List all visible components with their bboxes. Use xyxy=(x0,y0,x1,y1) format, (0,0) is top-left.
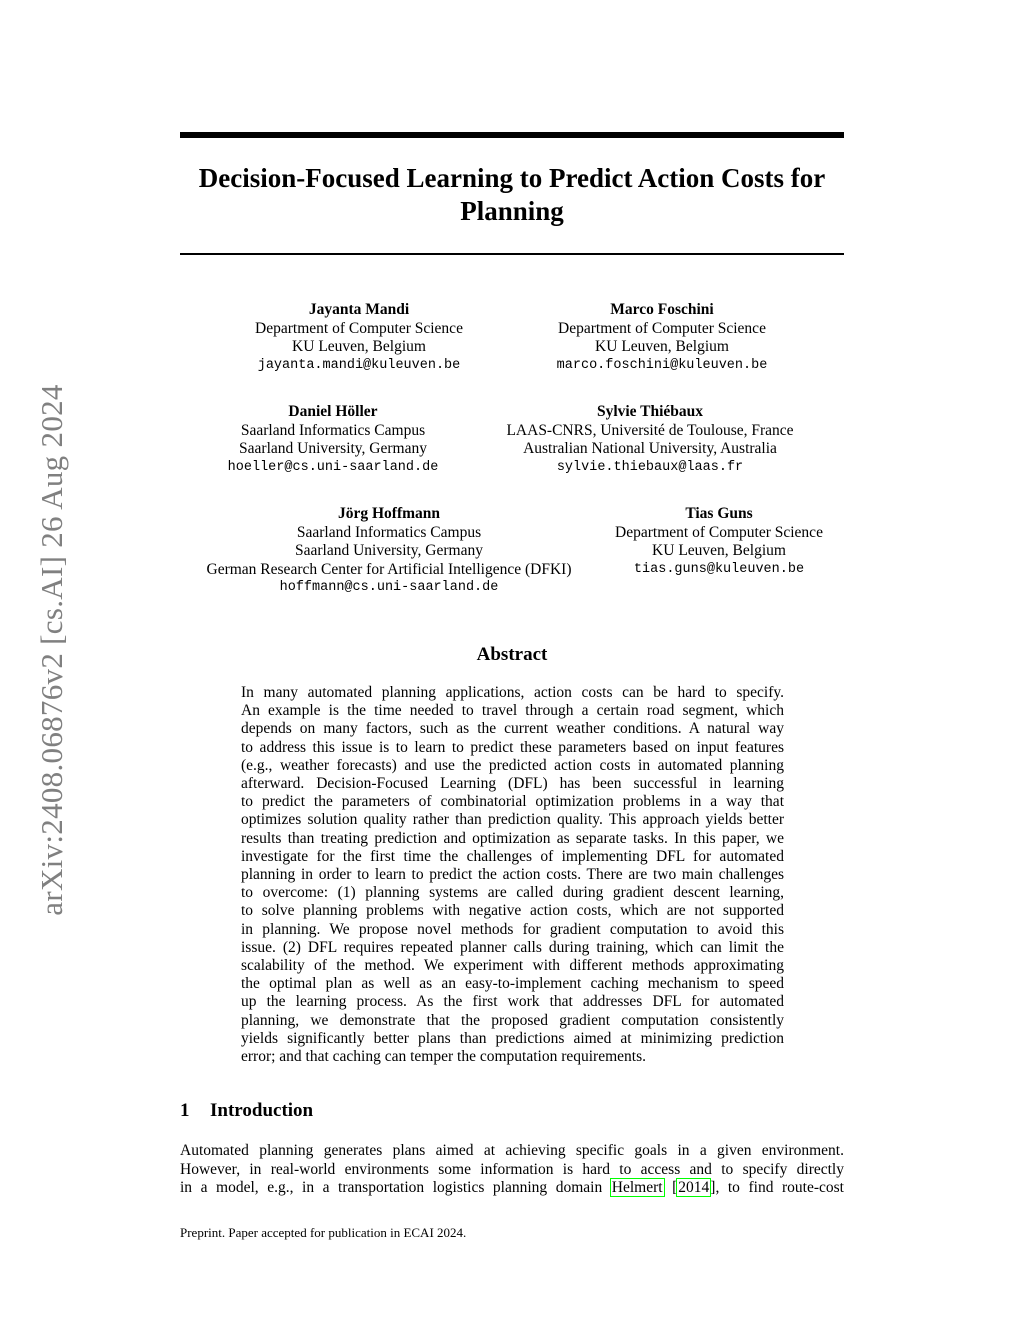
abstract-line: in planning. We propose novel methods for gradient computation to avoid this xyxy=(241,920,784,938)
arxiv-identifier-stamp: arXiv:2408.06876v2 [cs.AI] 26 Aug 2024 xyxy=(34,384,69,916)
author-affiliation: KU Leuven, Belgium xyxy=(595,338,729,355)
author-affiliation: Saarland Informatics Campus xyxy=(240,421,426,439)
author-block-foschini xyxy=(557,301,768,375)
author-affiliation: Department of Computer Science xyxy=(255,319,463,337)
abstract-line: yields significantly better plans than predictions aimed at minimizing prediction xyxy=(241,1029,784,1047)
abstract-line: error; and that caching can temper the computation requirements. xyxy=(241,1048,646,1066)
abstract-line: scalability of the method. We experiment with different methods approximating xyxy=(241,957,784,975)
abstract-line: the optimal plan as well as an easy-to-implement caching mechanism to speed xyxy=(241,975,784,993)
author-block-thiebaux xyxy=(506,403,793,477)
title-bottom-rule xyxy=(180,253,844,255)
intro-line: However, in real-world environments some information is hard to access and to specify directly xyxy=(180,1160,844,1178)
abstract-line: investigate for the first time the challenges of implementing DFL for automated xyxy=(241,847,784,865)
author-affiliation: German Research Center for Artificial Intelligence (DFKI) xyxy=(206,560,572,578)
author-affiliation: KU Leuven, Belgium xyxy=(292,338,426,355)
abstract-line: results than treating prediction and optimization as separate tasks. In this paper, we xyxy=(241,829,784,847)
abstract-line: An example is the time needed to travel through a certain road segment, which xyxy=(241,702,784,720)
abstract-line: depends on many factors, such as the current weather conditions. A natural way xyxy=(241,720,784,738)
author-affiliation: Saarland University, Germany xyxy=(239,440,427,457)
intro-text: in a model, e.g., in a transportation logistics planning domain xyxy=(180,1179,611,1196)
intro-line: Automated planning generates plans aimed at achieving specific goals in a given environment. xyxy=(180,1142,844,1159)
author-block-guns xyxy=(615,505,823,579)
section-title: Introduction xyxy=(210,1100,314,1121)
abstract-body xyxy=(241,684,784,1066)
section-number: 1 xyxy=(180,1100,190,1121)
page-footer-note: Preprint. Paper accepted for publication in ECAI 2024. xyxy=(180,1225,467,1240)
author-block-holler xyxy=(228,403,439,477)
abstract-line: to solve planning problems with negative action costs, which are not supported xyxy=(241,902,784,920)
author-email: tias.guns@kuleuven.be xyxy=(633,561,805,577)
abstract-line: to overcome: (1) planning systems are called during gradient descent learning, xyxy=(241,884,784,902)
paper-title: Decision-Focused Learning to Predict Action Costs for Planning xyxy=(198,163,826,226)
abstract-line: to address this issue is to learn to predict these parameters based on input features xyxy=(241,738,784,756)
citation-link-author[interactable]: Helmert xyxy=(611,1179,663,1196)
author-affiliation: Saarland Informatics Campus xyxy=(296,523,482,541)
author-affiliation: LAAS-CNRS, Université de Toulouse, France xyxy=(506,421,794,439)
author-name: Daniel Höller xyxy=(288,403,378,420)
abstract-line: to predict the parameters of combinatorial optimization problems in a way that xyxy=(241,793,784,811)
author-affiliation: Australian National University, Australia xyxy=(523,440,777,457)
author-name: Marco Foschini xyxy=(610,301,714,318)
abstract-line: afterward. Decision-Focused Learning (DFL) has been successful in learning xyxy=(241,775,784,793)
author-email: hoffmann@cs.uni-saarland.de xyxy=(279,580,499,595)
author-email: jayanta.mandi@kuleuven.be xyxy=(257,357,461,373)
abstract-line: In many automated planning applications, action costs can be hard to specify. xyxy=(241,684,784,701)
author-email: hoeller@cs.uni-saarland.de xyxy=(227,459,439,475)
intro-text: ], to find route-cost xyxy=(710,1179,844,1196)
abstract-heading: Abstract xyxy=(476,644,548,665)
author-block-mandi xyxy=(255,301,463,375)
author-name: Tias Guns xyxy=(685,505,753,522)
author-name: Jörg Hoffmann xyxy=(337,505,441,522)
author-affiliation: Saarland University, Germany xyxy=(295,542,483,559)
author-email: sylvie.thiebaux@laas.fr xyxy=(556,459,744,475)
abstract-line: planning, we demonstrate that the proposed gradient computation consistently xyxy=(241,1011,784,1029)
author-name: Jayanta Mandi xyxy=(308,301,410,318)
abstract-line: issue. (2) DFL requires repeated planner calls during training, which can limit the xyxy=(241,938,784,956)
author-name: Sylvie Thiébaux xyxy=(596,403,704,420)
author-affiliation: KU Leuven, Belgium xyxy=(652,542,786,559)
introduction-body xyxy=(180,1142,844,1198)
title-top-rule xyxy=(180,132,844,138)
abstract-line: up the learning process. As the first work that addresses DFL for automated xyxy=(241,993,784,1011)
abstract-line: (e.g., weather forecasts) and use the predicted action costs in automated planning xyxy=(241,756,784,774)
author-affiliation: Department of Computer Science xyxy=(615,523,823,541)
citation-link-year[interactable]: 2014 xyxy=(678,1179,710,1196)
abstract-line: optimizes solution quality rather than prediction quality. This approach yields better xyxy=(241,811,784,829)
citation-bracket: [ xyxy=(663,1179,678,1196)
author-email: marco.foschini@kuleuven.be xyxy=(556,357,768,373)
author-block-hoffmann xyxy=(207,505,572,598)
section-heading-introduction xyxy=(180,1100,313,1122)
author-affiliation: Department of Computer Science xyxy=(558,319,766,337)
intro-line xyxy=(180,1179,844,1198)
abstract-line: planning in order to learn to predict the action costs. There are two main challenges xyxy=(241,866,784,884)
